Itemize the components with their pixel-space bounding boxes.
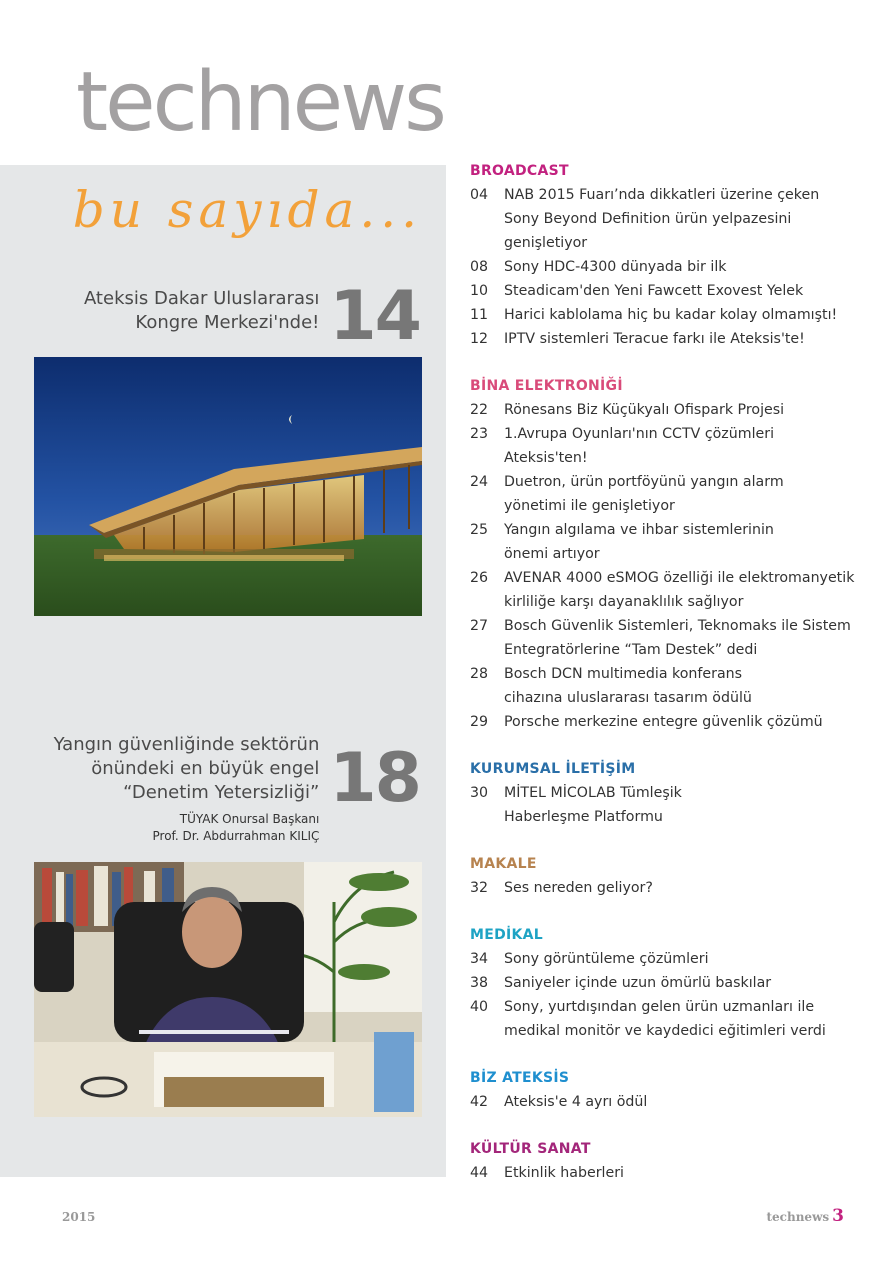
toc-item-page: 11 [470, 307, 489, 323]
section-title-kultur-sanat: KÜLTÜR SANAT [470, 1141, 591, 1157]
feature-1-page-number: 14 [329, 277, 420, 356]
toc-item-page: 42 [470, 1094, 489, 1110]
toc-item-page: 38 [470, 975, 489, 991]
toc-item-text: Haberleşme Platformu [504, 809, 663, 825]
toc-item-text: MİTEL MİCOLAB Tümleşik [504, 785, 682, 801]
toc-item-page: 23 [470, 426, 489, 442]
toc-item-text: Entegratörlerine “Tam Destek” dedi [504, 642, 758, 658]
section-title-makale: MAKALE [470, 856, 537, 872]
toc-item-page: 34 [470, 951, 489, 967]
toc-item-page: 10 [470, 283, 489, 299]
toc-item-page: 25 [470, 522, 489, 538]
toc-item-page: 30 [470, 785, 489, 801]
toc-item-text: Bosch Güvenlik Sistemleri, Teknomaks ile Sistem [504, 618, 851, 634]
section-title-biz-ateksis: BİZ ATEKSİS [470, 1070, 570, 1086]
footer-page-number: 3 [832, 1206, 844, 1226]
toc-item[interactable] [470, 710, 870, 734]
feature-2-page-number: 18 [329, 739, 420, 818]
toc-item-page: 44 [470, 1165, 489, 1181]
toc-item-text: Ateksis'e 4 ayrı ödül [504, 1094, 648, 1110]
toc-item[interactable] [470, 1161, 870, 1185]
toc-item-page: 22 [470, 402, 489, 418]
toc-item-text: yönetimi ile genişletiyor [504, 498, 675, 514]
toc-item-text: Sony HDC-4300 dünyada bir ilk [504, 259, 727, 275]
toc-item-page: 29 [470, 714, 489, 730]
toc-item-page: 32 [470, 880, 489, 896]
toc-item-text: 1.Avrupa Oyunları'nın CCTV çözümleri [504, 426, 775, 442]
toc-item[interactable] [470, 518, 870, 566]
toc-item[interactable] [470, 614, 870, 662]
toc-item-text: Saniyeler içinde uzun ömürlü baskılar [504, 975, 772, 991]
toc-item-text: Sony, yurtdışından gelen ürün uzmanları ile [504, 999, 815, 1015]
toc-item-page: 08 [470, 259, 489, 275]
feature-story-2[interactable] [54, 733, 420, 845]
toc-item-text: Rönesans Biz Küçükyalı Ofispark Projesi [504, 402, 785, 418]
toc-item-page: 40 [470, 999, 489, 1015]
toc-item-text: Ateksis'ten! [504, 450, 588, 466]
toc-section-makale [470, 853, 870, 900]
toc-item-page: 12 [470, 331, 489, 347]
feature-2-subtitle-line-2: Prof. Dr. Abdurrahman KILIÇ [152, 829, 320, 843]
toc-section-kultur-sanat [470, 1138, 870, 1185]
footer-year: 2015 [62, 1210, 96, 1224]
toc-item-text: Sony Beyond Definition ürün yelpazesini [504, 211, 792, 227]
toc-item[interactable] [470, 183, 870, 255]
toc-item-text: önemi artıyor [504, 546, 600, 562]
toc-item[interactable] [470, 279, 870, 303]
section-title-bina-elektronigi: BİNA ELEKTRONİĞİ [470, 378, 623, 394]
toc-item-page: 04 [470, 187, 489, 203]
toc-item[interactable] [470, 947, 870, 971]
toc-item[interactable] [470, 971, 870, 995]
footer-brand [767, 1206, 845, 1226]
table-of-contents [470, 160, 870, 1209]
toc-item-text: medikal monitör ve kaydedici eğitimleri verdi [504, 1023, 826, 1039]
toc-item-page: 28 [470, 666, 489, 682]
feature-1-title-line-2: Kongre Merkezi'nde! [135, 312, 320, 333]
toc-item-text: IPTV sistemleri Teracue farkı ile Ateksis'te! [504, 331, 805, 347]
toc-item-text: Steadicam'den Yeni Fawcett Exovest Yelek [504, 283, 804, 299]
toc-item-page: 24 [470, 474, 489, 490]
feature-2-title-line-3: “Denetim Yetersizliği” [123, 782, 320, 803]
feature-2-title-line-1: Yangın güvenliğinde sektörün [53, 734, 320, 755]
feature-story-1[interactable] [83, 277, 420, 356]
toc-section-kurumsal-iletisim [470, 758, 870, 829]
masthead-logo: technews [76, 55, 444, 150]
toc-item[interactable] [470, 303, 870, 327]
toc-item-text: Bosch DCN multimedia konferans [504, 666, 743, 682]
feature-2-title-line-2: önündeki en büyük engel [91, 758, 320, 779]
toc-item[interactable] [470, 1090, 870, 1114]
toc-item-text: NAB 2015 Fuarı’nda dikkatleri üzerine çeken [504, 187, 820, 203]
featured-panel [0, 165, 446, 1177]
feature-2-subtitle-line-1: TÜYAK Onursal Başkanı [179, 812, 320, 826]
toc-section-broadcast [470, 160, 870, 351]
toc-item-text: Etkinlik haberleri [504, 1165, 624, 1181]
toc-item-text: cihazına uluslararası tasarım ödülü [504, 690, 752, 706]
toc-item[interactable] [470, 422, 870, 470]
toc-item[interactable] [470, 398, 870, 422]
toc-section-medikal [470, 924, 870, 1043]
toc-item[interactable] [470, 995, 870, 1043]
section-title-broadcast: BROADCAST [470, 163, 569, 179]
footer-brand-name: technews [766, 1210, 830, 1224]
toc-section-bina-elektronigi [470, 375, 870, 734]
toc-item-text: Porsche merkezine entegre güvenlik çözümü [504, 714, 823, 730]
interviewee-photo [34, 862, 422, 1117]
in-this-issue-heading: bu sayıda... [72, 181, 422, 239]
toc-item-page: 26 [470, 570, 489, 586]
section-title-kurumsal-iletisim: KURUMSAL İLETİŞİM [470, 761, 636, 777]
toc-item[interactable] [470, 876, 870, 900]
toc-item[interactable] [470, 470, 870, 518]
toc-item[interactable] [470, 566, 870, 614]
toc-section-biz-ateksis [470, 1067, 870, 1114]
toc-item-text: Harici kablolama hiç bu kadar kolay olmamıştı! [504, 307, 838, 323]
toc-item[interactable] [470, 781, 870, 829]
toc-item-text: kirliliğe karşı dayanaklılık sağlıyor [504, 594, 744, 610]
toc-item-page: 27 [470, 618, 489, 634]
congress-center-photo [34, 357, 422, 616]
feature-1-title-line-1: Ateksis Dakar Uluslararası [83, 288, 320, 309]
toc-item-text: AVENAR 4000 eSMOG özelliği ile elektromanyetik [504, 570, 855, 586]
toc-item-text: Yangın algılama ve ihbar sistemlerinin [504, 522, 774, 538]
toc-item[interactable] [470, 662, 870, 710]
toc-item-text: Ses nereden geliyor? [504, 880, 653, 896]
toc-item[interactable] [470, 327, 870, 351]
section-title-medikal: MEDİKAL [470, 927, 544, 943]
toc-item-text: Sony görüntüleme çözümleri [504, 951, 709, 967]
toc-item[interactable] [470, 255, 870, 279]
toc-item-text: genişletiyor [504, 235, 588, 251]
toc-item-text: Duetron, ürün portföyünü yangın alarm [504, 474, 784, 490]
